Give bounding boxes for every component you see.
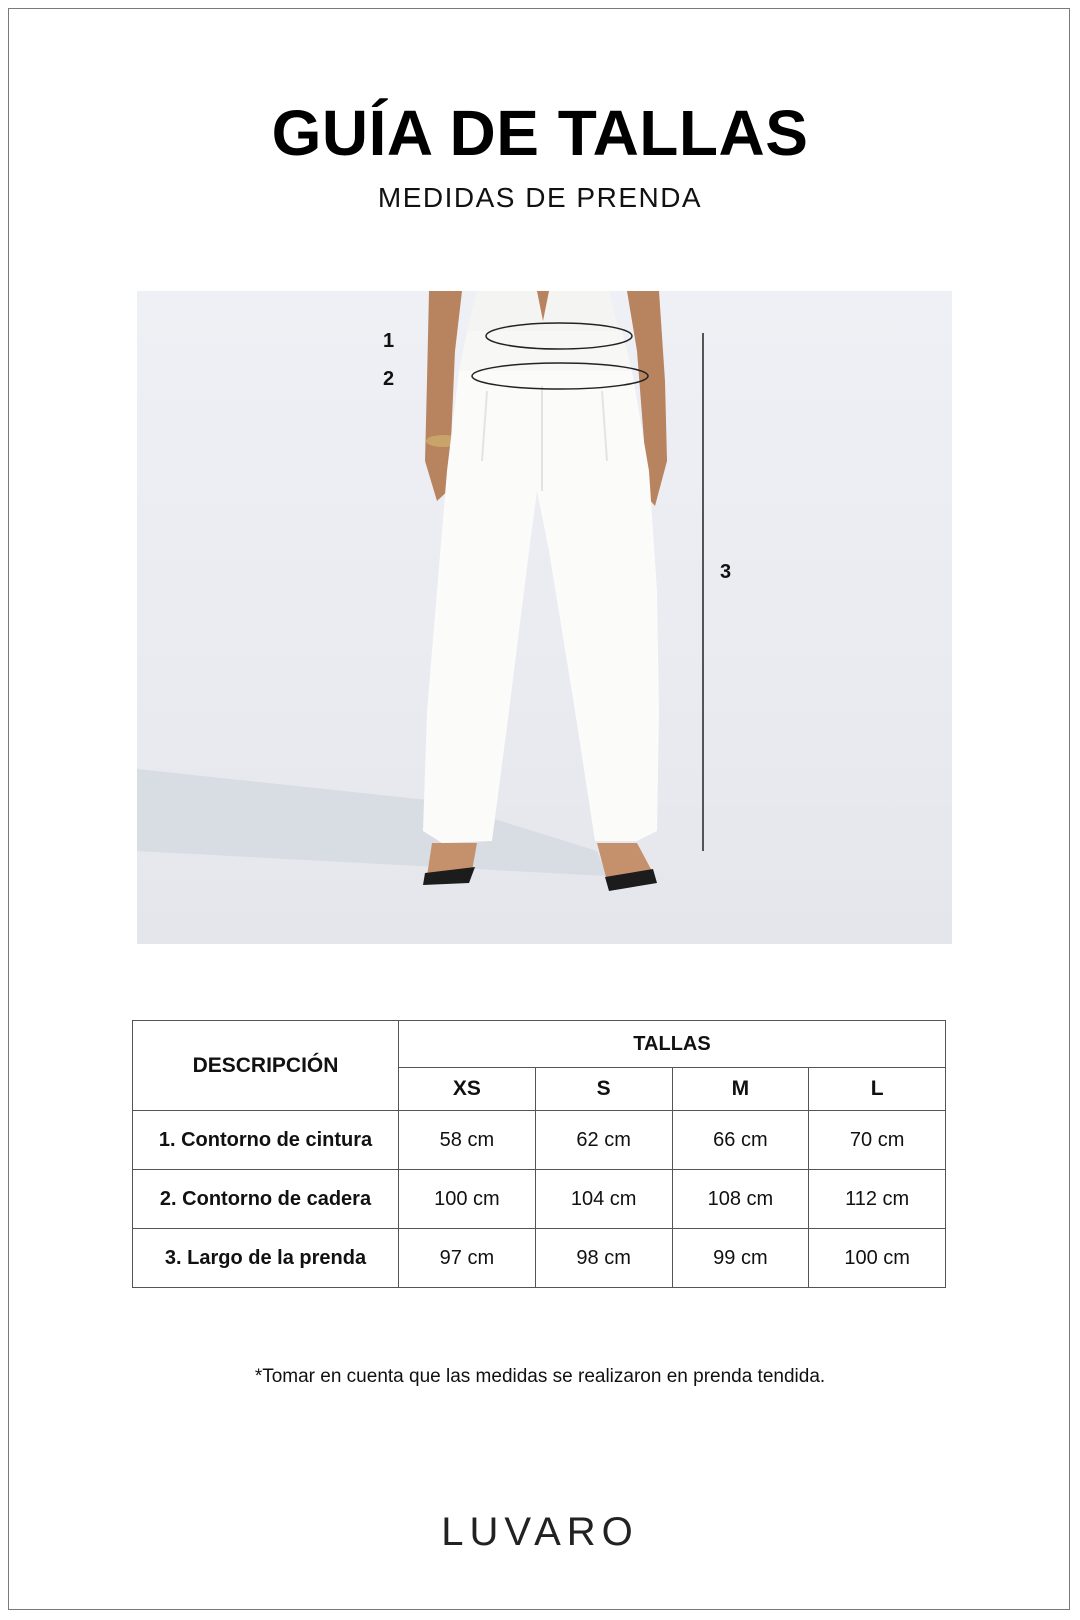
row-label: 2. Contorno de cadera [133,1170,399,1229]
table-row [133,1229,946,1288]
row-label: 3. Largo de la prenda [133,1229,399,1288]
page-title: GUÍA DE TALLAS [271,97,809,169]
size-header-xs: XS [399,1068,536,1111]
table-cell: 108 cm [672,1170,809,1229]
row-label: 1. Contorno de cintura [133,1111,399,1170]
table-cell: 112 cm [809,1170,946,1229]
garment-photo [137,291,952,944]
measure-label-3: 3 [720,561,732,583]
footnote: *Tomar en cuenta que las medidas se realizaron en prenda tendida. [254,1366,826,1387]
size-header-s: S [535,1068,672,1111]
table-cell: 58 cm [399,1111,536,1170]
table-cell: 62 cm [535,1111,672,1170]
garment-illustration [137,291,952,944]
size-table [132,1020,946,1288]
table-cell: 100 cm [399,1170,536,1229]
table-cell: 97 cm [399,1229,536,1288]
page-subtitle: MEDIDAS DE PRENDA [377,182,703,213]
brand-logo: LUVARO [441,1510,639,1554]
measure-label-1: 1 [383,330,395,352]
measure-label-2: 2 [383,368,395,390]
size-header-l: L [809,1068,946,1111]
description-header: DESCRIPCIÓN [133,1021,399,1111]
table-cell: 100 cm [809,1229,946,1288]
sizes-header: TALLAS [399,1021,946,1068]
table-row [133,1170,946,1229]
table-cell: 66 cm [672,1111,809,1170]
table-cell: 70 cm [809,1111,946,1170]
table-cell: 104 cm [535,1170,672,1229]
size-header-m: M [672,1068,809,1111]
table-cell: 98 cm [535,1229,672,1288]
table-cell: 99 cm [672,1229,809,1288]
table-row [133,1111,946,1170]
